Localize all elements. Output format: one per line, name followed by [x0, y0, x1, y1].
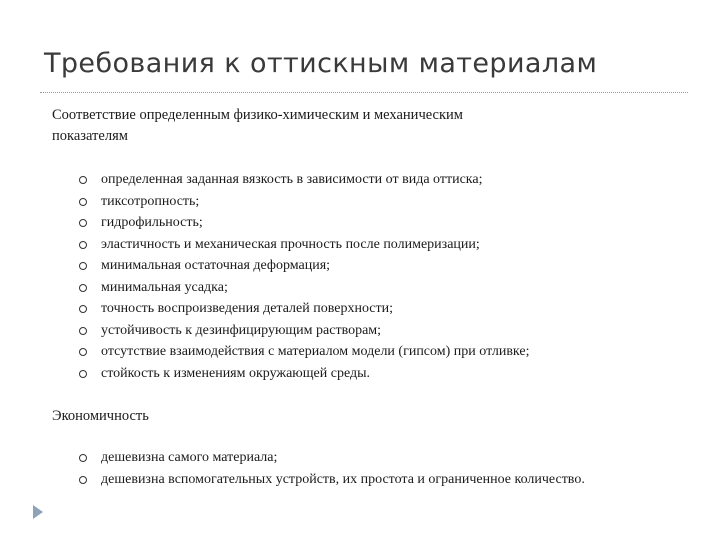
section-heading-economy: Экономичность — [52, 408, 149, 424]
list-item-text: гидрофильность; — [101, 215, 203, 230]
list-item-text: минимальная усадка; — [101, 279, 228, 295]
circle-bullet-icon — [79, 241, 87, 249]
list-item-text: дешевизна самого материала; — [101, 450, 278, 465]
circle-bullet-icon — [79, 348, 87, 356]
title-divider — [40, 92, 688, 93]
section-heading-properties: Соответствие определенным физико-химическим и механическим показателям — [52, 107, 463, 144]
list-item-text: минимальная остаточная деформация; — [101, 258, 331, 273]
slide-title: Требования к оттискным материалам — [44, 48, 598, 79]
list-item — [79, 212, 712, 234]
list-item — [79, 320, 712, 342]
list-item — [79, 234, 712, 256]
list-item — [79, 447, 712, 469]
circle-bullet-icon — [79, 370, 87, 378]
circle-bullet-icon — [79, 262, 87, 270]
list-item — [79, 255, 712, 277]
circle-bullet-icon — [79, 176, 87, 184]
circle-bullet-icon — [79, 454, 87, 462]
list-item-text: устойчивость к дезинфицирующим растворам; — [101, 322, 382, 338]
list-item-text: отсутствие взаимодействия с материалом модели (гипсом) при отливке; — [101, 344, 530, 359]
circle-bullet-icon — [79, 327, 87, 335]
list-item-text: тиксотропность; — [101, 193, 200, 209]
circle-bullet-icon — [79, 284, 87, 292]
circle-bullet-icon — [79, 198, 87, 206]
list-item-text: эластичность и механическая прочность после полимеризации; — [101, 236, 480, 252]
list-item — [79, 363, 712, 385]
slide-content — [52, 105, 712, 490]
list-item-text: стойкость к изменениям окружающей среды. — [101, 365, 371, 381]
list-item — [79, 341, 712, 363]
list-item-text: точность воспроизведения деталей поверхности; — [101, 301, 394, 316]
circle-bullet-icon — [79, 305, 87, 313]
list-item-text: дешевизна вспомогательных устройств, их простота и ограниченное количество. — [101, 471, 585, 487]
circle-bullet-icon — [79, 219, 87, 227]
list-item-text: определенная заданная вязкость в зависимости от вида оттиска; — [101, 172, 483, 187]
circle-bullet-icon — [79, 476, 87, 484]
list-item — [79, 277, 712, 299]
list-item — [79, 469, 712, 491]
properties-list — [79, 169, 712, 384]
list-item — [79, 298, 712, 320]
list-item — [79, 169, 712, 191]
next-slide-arrow-icon[interactable] — [33, 505, 43, 519]
list-item — [79, 191, 712, 213]
economy-list — [79, 447, 712, 490]
